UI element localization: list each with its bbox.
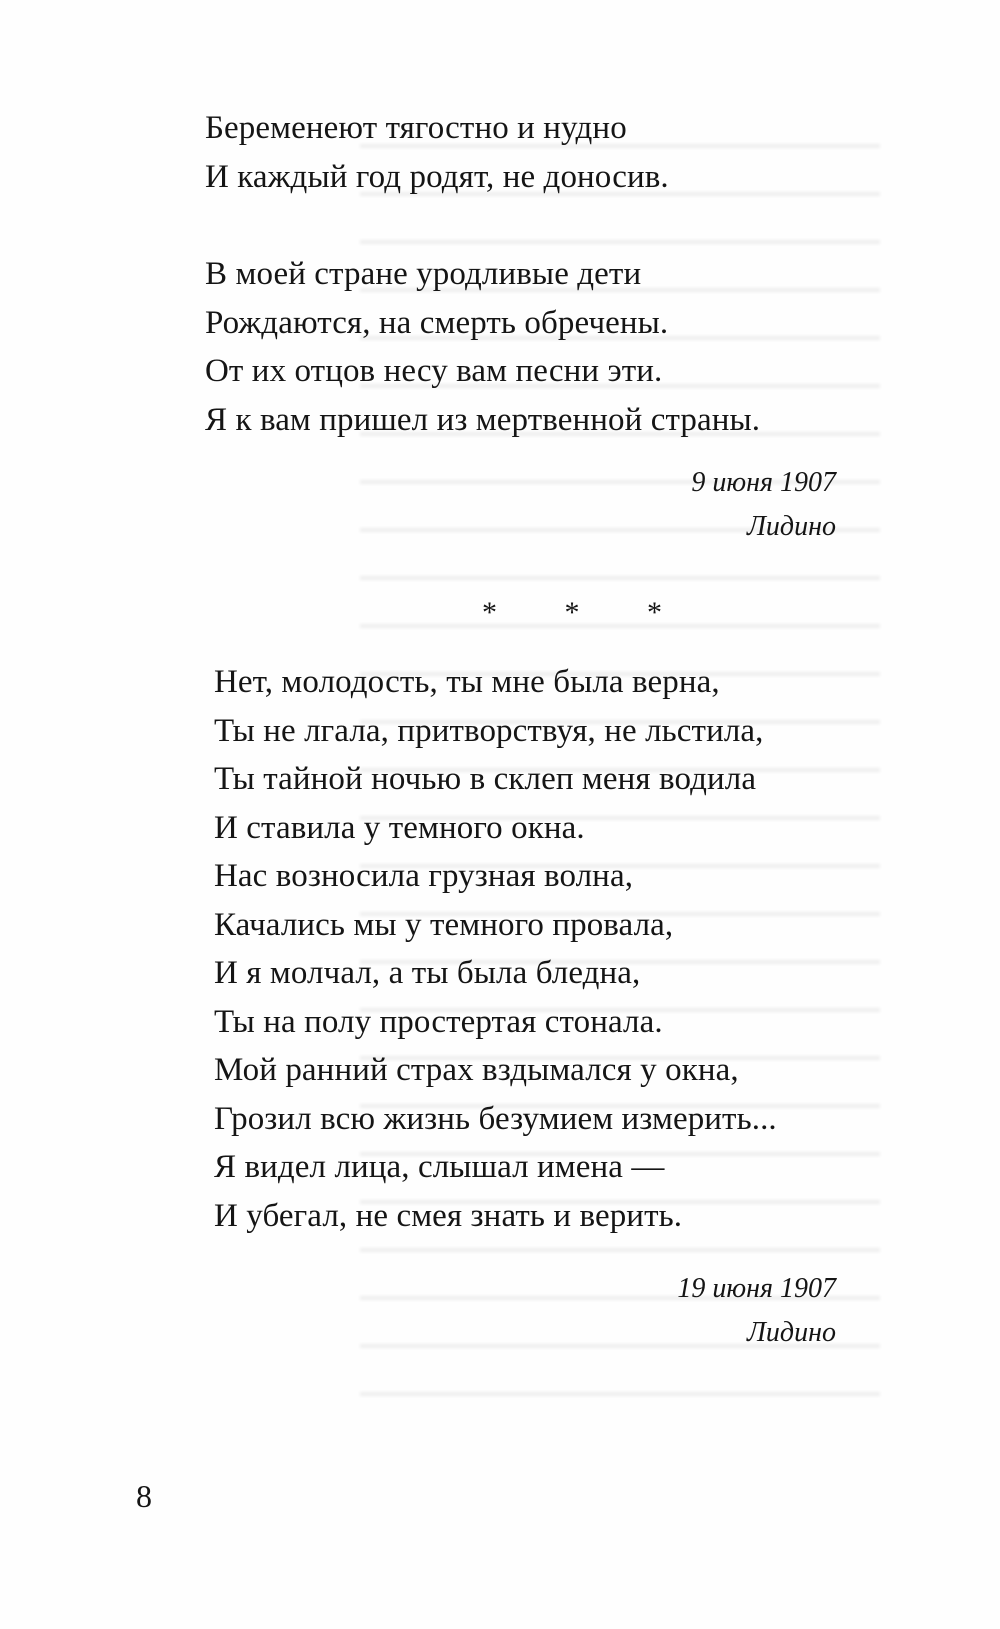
poem-line: Рождаются, на смерть обречены.: [205, 304, 669, 341]
poem-line: Мой ранний страх вздымался у окна,: [214, 1052, 739, 1088]
poem-line: Ты на полу простертая стонала.: [214, 1003, 663, 1040]
poem-line: Нет, молодость, ты мне была верна,: [214, 664, 720, 700]
poem-line: И каждый год родят, не доносив.: [205, 158, 669, 195]
poem-line: Грозил всю жизнь безумием измерить...: [214, 1100, 777, 1137]
poem-line: Я к вам пришел из мертвенной страны.: [205, 401, 761, 438]
poem-2-text: [214, 658, 777, 1240]
poem-line: Нас возносила грузная волна,: [214, 858, 634, 894]
page-number: 8: [136, 1478, 152, 1514]
poem-date: 19 июня 1907: [677, 1273, 836, 1304]
poem-line: Ты тайной ночью в склеп меня водила: [214, 761, 757, 797]
poem-place: Лидино: [746, 511, 836, 542]
section-separator: * * *: [482, 596, 692, 629]
poem-place: Лидино: [746, 1317, 836, 1348]
poem-line: В моей стране уродливые дети: [205, 256, 642, 292]
poem-line: И убегал, не смея знать и верить.: [214, 1197, 683, 1234]
poem-1-signature: [691, 461, 836, 549]
poem-1-stanza-b: [205, 250, 760, 444]
poem-date: 9 июня 1907: [691, 467, 836, 498]
poem-line: Я видел лица, слышал имена —: [214, 1149, 665, 1185]
poem-line: Беременеют тягостно и нудно: [205, 110, 627, 146]
poem-2-signature: [677, 1267, 836, 1355]
poem-line: И ставила у темного окна.: [214, 809, 585, 846]
poem-1-stanza-a: [205, 104, 669, 201]
poem-line: От их отцов несу вам песни эти.: [205, 353, 663, 389]
poem-line: Качались мы у темного провала,: [214, 906, 674, 943]
poem-line: И я молчал, а ты была бледна,: [214, 955, 641, 991]
poem-line: Ты не лгала, притворствуя, не льстила,: [214, 712, 764, 749]
